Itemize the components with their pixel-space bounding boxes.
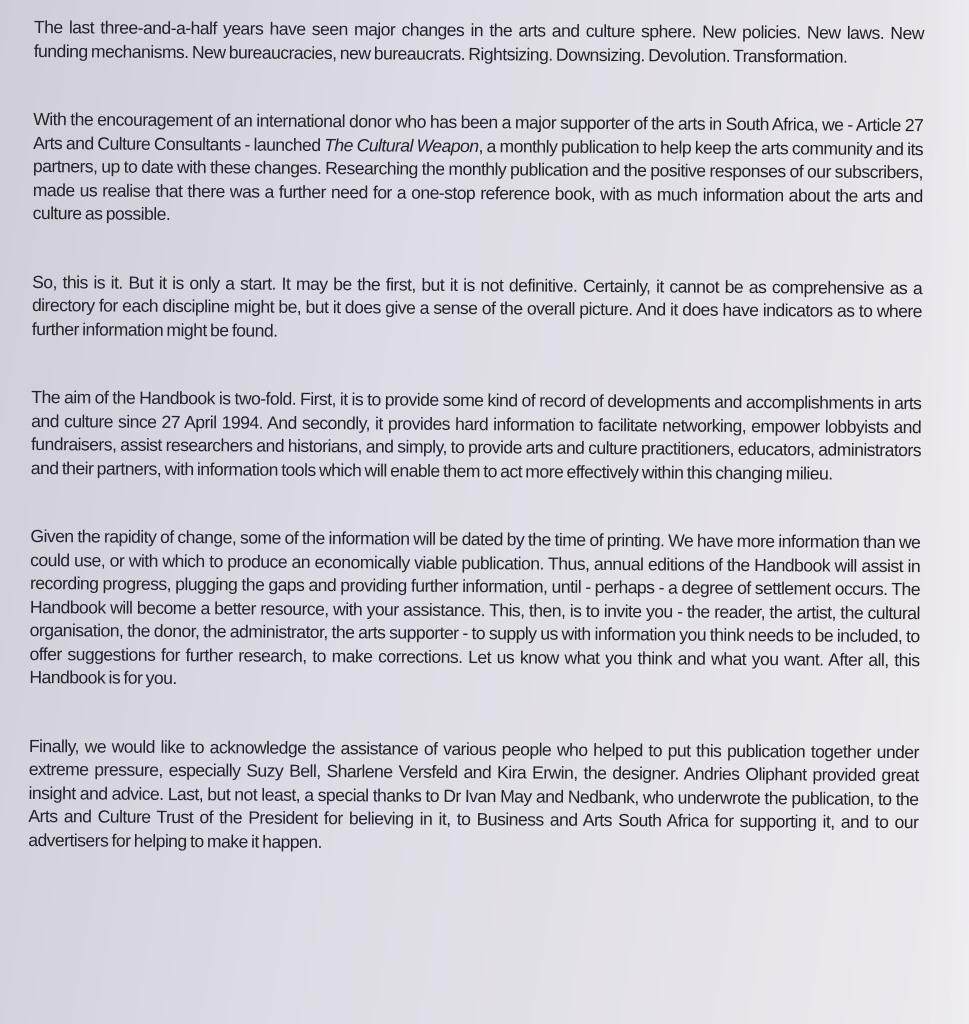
paragraph-only-a-start: So, this is it. But it is only a start. It may be the first, but it is not definitive. Certainly, it cannot be as comprehensive as a directory for each discipline might be, but it does give a sense of the overall picture. And it does have indicators as to where further information might be found.	[31, 271, 923, 341]
paragraph-handbook-aim: The aim of the Handbook is two-fold. First, it is to provide some kind of record of developments and accomplishments in arts and culture since 27 April 1994. And secondly, it provides hard information to facilitate networking, empower lobbyists and fundraisers, assist researchers and historians, and simply, to provide arts and culture practitioners, educators, administrators and their partners, with information tools which will enable them to act more effectively within this changing milieu.	[30, 386, 922, 484]
page-edge-shadow	[929, 0, 969, 1024]
paragraph-rapidity-of-change: Given the rapidity of change, some of the information will be dated by the time of printing. We have more information than we could use, or with which to produce an economically viable publication. Thus, annual editions of the Handbook will assist in recording progress, plugging the gaps and providing further information, until - perhaps - a degree of settlement occurs. The Handbook will become a better resource, with your assistance. This, then, is to invite you - the reader, the artist, the cultural organisation, the donor, the administrator, the arts supporter - to supply us with information you think needs to be included, to offer suggestions for further research, to make corrections. Let us know what you think and what you want. After all, this Handbook is for you.	[29, 525, 921, 689]
paragraph-cultural-weapon-rest: , a monthly publication to help keep the arts community and its partners, up to date with these changes. Researching the monthly publication and the positive responses of our subscribers, made us realise that there was a further need for a one-stop reference book, with as much information about the arts and culture as possible.	[32, 135, 924, 224]
paragraph-acknowledgements: Finally, we would like to acknowledge the assistance of various people who helped to put this publication together under extreme pressure, especially Suzy Bell, Sharlene Versfeld and Kira Erwin, the designer. Andries Oliphant provided great insight and advice. Last, but not least, a special thanks to Dr Ivan May and Nedbank, who underwrote the publication, to the Arts and Culture Trust of the President for believing in it, to Business and Arts South Africa for supporting it, and to our advertisers for helping to make it happen.	[28, 735, 919, 852]
paragraph-intro: The last three-and-a-half years have seen major changes in the arts and culture sphere. New policies. New laws. New funding mechanisms. New bureaucracies, new bureaucrats. Rightsizing. Downsizing. Devolution. Transformation.	[33, 16, 924, 67]
paragraph-cultural-weapon-lead: With the encouragement of an international donor who has been a major supporter of the arts in South Africa, we - Article 27 Arts and Culture Consultants - launched	[33, 108, 924, 155]
document-page	[27, 16, 924, 1022]
publication-title: The Cultural Weapon	[324, 134, 479, 156]
paragraph-cultural-weapon	[33, 108, 924, 232]
